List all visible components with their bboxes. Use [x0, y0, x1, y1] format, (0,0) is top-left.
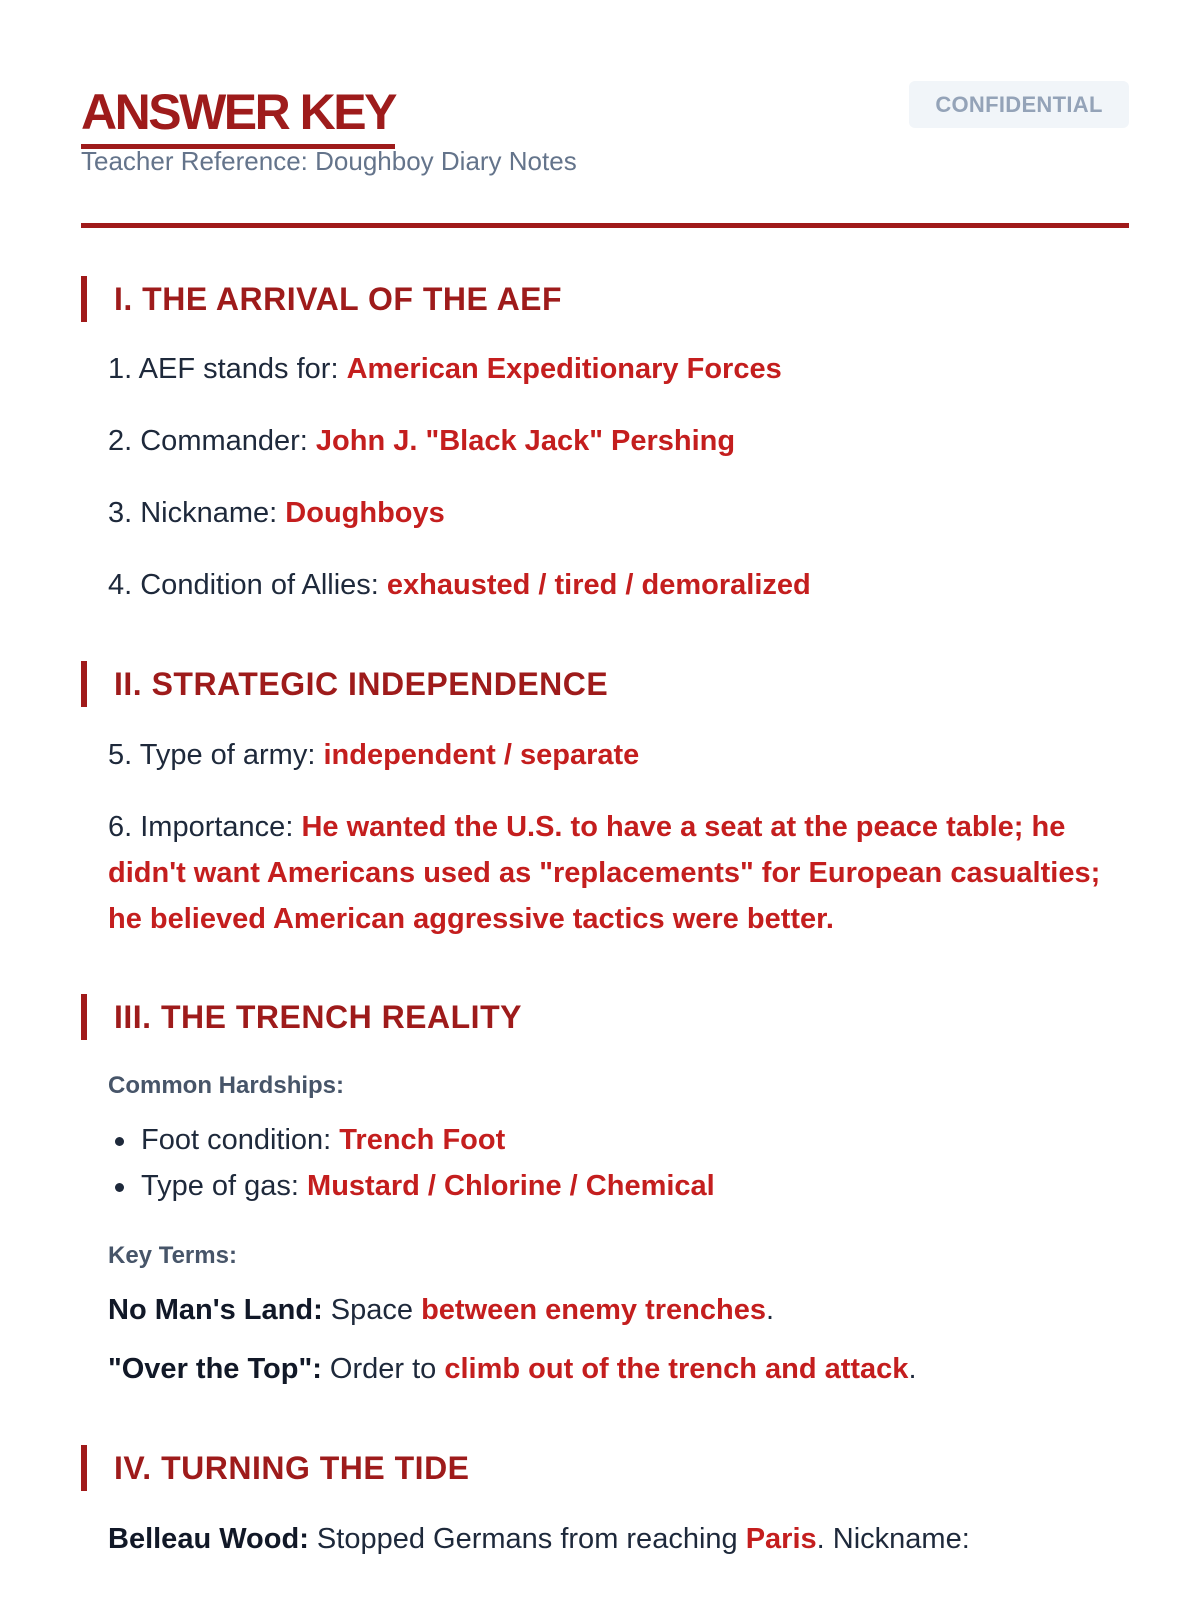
term-end: . [766, 1294, 775, 1326]
question-label: 3. Nickname: [108, 497, 286, 529]
answer-text: He wanted the U.S. to have a seat at the peace table; he didn't want Americans used as "replacements" for European casualties; he believed American aggressive tactics were better. [108, 811, 1101, 935]
answer-text: John J. "Black Jack" Pershing [315, 425, 736, 457]
question-item [108, 562, 811, 608]
term-label: Belleau Wood: [108, 1523, 309, 1555]
section-heading: IV. TURNING THE TIDE [81, 1445, 470, 1491]
page-header [81, 0, 1129, 228]
question-label: 1. AEF stands for: [108, 353, 347, 385]
answer-text: between enemy trenches [421, 1294, 766, 1326]
answer-text: Mustard / Chlorine / Chemical [307, 1170, 715, 1202]
question-label: 4. Condition of Allies: [108, 569, 387, 601]
term-label: No Man's Land: [108, 1294, 323, 1326]
answer-text: Paris [745, 1523, 817, 1555]
term-label: "Over the Top": [108, 1353, 322, 1385]
list-item [141, 1163, 715, 1209]
page-title: ANSWER KEY [81, 80, 395, 149]
answer-text: Trench Foot [339, 1124, 506, 1156]
section-heading: I. THE ARRIVAL OF THE AEF [81, 276, 562, 322]
question-item [108, 418, 735, 464]
term-item [108, 1346, 917, 1392]
section-heading: III. THE TRENCH REALITY [81, 994, 522, 1040]
term-item [108, 1287, 774, 1333]
question-label: Type of gas: [141, 1170, 308, 1202]
question-item [108, 732, 639, 778]
confidential-badge: CONFIDENTIAL [909, 81, 1129, 128]
question-label: Foot condition: [141, 1124, 340, 1156]
page-subtitle: Teacher Reference: Doughboy Diary Notes [81, 146, 577, 176]
term-item [108, 1516, 970, 1562]
question-item [108, 804, 1108, 942]
term-end: . Nickname: [816, 1523, 970, 1555]
question-label: 5. Type of army: [108, 739, 324, 771]
answer-key-page [81, 0, 1129, 1555]
term-text: Stopped Germans from reaching [308, 1523, 746, 1555]
term-end: . [908, 1353, 917, 1385]
term-text: Space [322, 1294, 422, 1326]
hardships-subheading: Common Hardships: [108, 1072, 345, 1099]
question-label: 2. Commander: [108, 425, 316, 457]
key-terms-subheading: Key Terms: [108, 1242, 237, 1269]
answer-text: exhausted / tired / demoralized [386, 569, 811, 601]
question-item [108, 346, 782, 392]
list-item [141, 1117, 505, 1163]
term-text: Order to [321, 1353, 445, 1385]
question-item [108, 490, 445, 536]
answer-text: climb out of the trench and attack [444, 1353, 909, 1385]
answer-text: independent / separate [323, 739, 640, 771]
section-heading: II. STRATEGIC INDEPENDENCE [81, 661, 608, 707]
answer-text: American Expeditionary Forces [346, 353, 782, 385]
answer-text: Doughboys [285, 497, 445, 529]
question-label: 6. Importance: [108, 811, 302, 843]
